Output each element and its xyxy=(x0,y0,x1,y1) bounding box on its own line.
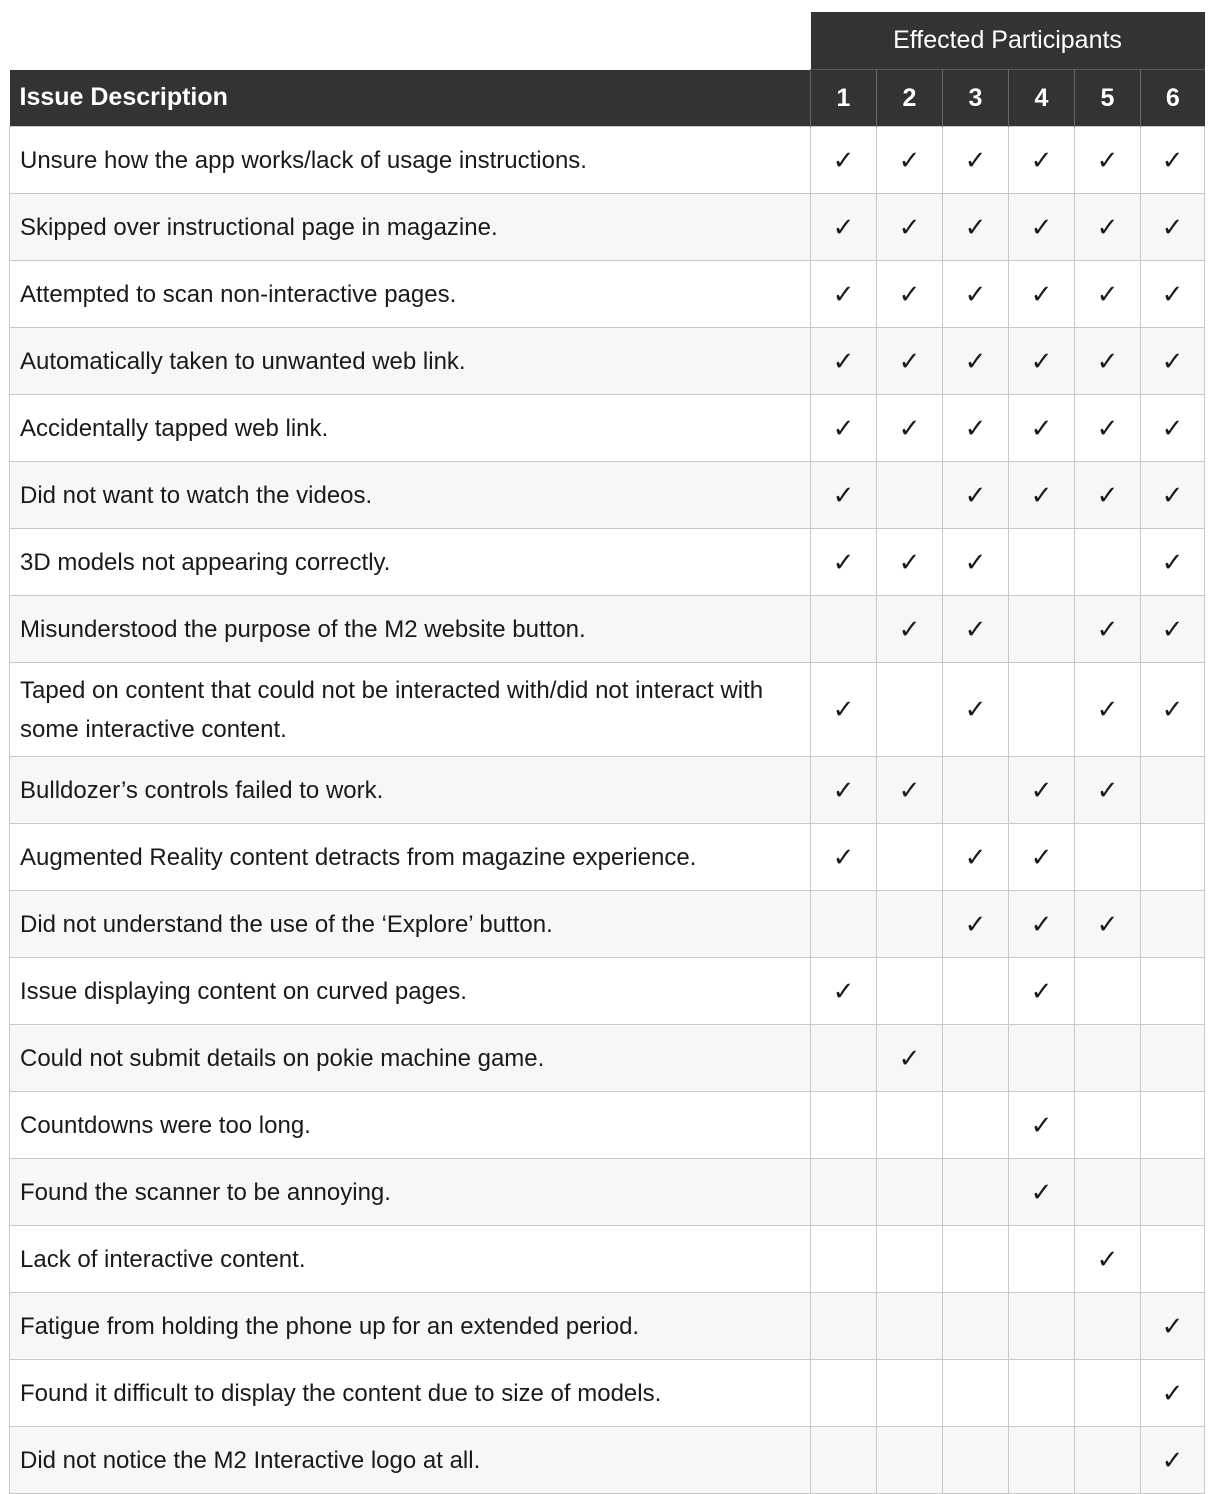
check-icon: ✓ xyxy=(1096,211,1119,242)
participant-2-cell xyxy=(877,127,943,194)
participant-6-cell xyxy=(1141,824,1205,891)
check-icon: ✓ xyxy=(1161,694,1184,724)
participant-3-cell xyxy=(943,1360,1009,1427)
participant-2-cell xyxy=(877,891,943,958)
participant-5-cell xyxy=(1075,529,1141,596)
participant-2-cell xyxy=(877,529,943,596)
check-icon: ✓ xyxy=(964,546,987,577)
table-row xyxy=(10,261,1205,328)
participant-2-cell xyxy=(877,663,943,757)
participant-5-cell xyxy=(1075,1159,1141,1226)
check-icon: ✓ xyxy=(898,412,921,443)
table-row xyxy=(10,757,1205,824)
participant-4-cell xyxy=(1009,1159,1075,1226)
check-icon: ✓ xyxy=(964,211,987,242)
participant-5-cell xyxy=(1075,596,1141,663)
check-icon: ✓ xyxy=(1030,412,1053,443)
participant-5-cell xyxy=(1075,757,1141,824)
check-icon: ✓ xyxy=(1161,211,1184,242)
table-row xyxy=(10,596,1205,663)
participant-5-cell xyxy=(1075,1025,1141,1092)
participant-4-cell xyxy=(1009,1360,1075,1427)
check-icon: ✓ xyxy=(1030,841,1053,872)
participant-1-cell xyxy=(811,1360,877,1427)
participant-4-cell xyxy=(1009,757,1075,824)
participant-header-2: 2 xyxy=(877,70,943,127)
issue-description: Issue displaying content on curved pages. xyxy=(10,958,811,1025)
participant-5-cell xyxy=(1075,663,1141,757)
participant-5-cell xyxy=(1075,462,1141,529)
check-icon: ✓ xyxy=(832,841,855,872)
participant-2-cell xyxy=(877,194,943,261)
participant-6-cell xyxy=(1141,1293,1205,1360)
check-icon: ✓ xyxy=(1096,412,1119,443)
check-icon: ✓ xyxy=(1161,546,1184,577)
participant-1-cell xyxy=(811,596,877,663)
participant-1-cell xyxy=(811,1226,877,1293)
table-row xyxy=(10,395,1205,462)
check-icon: ✓ xyxy=(964,694,987,724)
participant-1-cell xyxy=(811,891,877,958)
check-icon: ✓ xyxy=(1161,1310,1184,1341)
check-icon: ✓ xyxy=(898,144,921,175)
participant-4-cell xyxy=(1009,529,1075,596)
check-icon: ✓ xyxy=(1096,144,1119,175)
participant-3-cell xyxy=(943,1427,1009,1494)
participant-4-cell xyxy=(1009,824,1075,891)
check-icon: ✓ xyxy=(1030,278,1053,309)
check-icon: ✓ xyxy=(832,546,855,577)
participant-3-cell xyxy=(943,958,1009,1025)
check-icon: ✓ xyxy=(1161,345,1184,376)
table-row xyxy=(10,462,1205,529)
participant-5-cell xyxy=(1075,261,1141,328)
check-icon: ✓ xyxy=(1096,345,1119,376)
check-icon: ✓ xyxy=(964,345,987,376)
participant-3-cell xyxy=(943,529,1009,596)
table-row xyxy=(10,194,1205,261)
participant-6-cell xyxy=(1141,127,1205,194)
table-row xyxy=(10,958,1205,1025)
check-icon: ✓ xyxy=(1161,1377,1184,1408)
column-header-row xyxy=(10,70,1205,127)
participant-4-cell xyxy=(1009,261,1075,328)
check-icon: ✓ xyxy=(964,412,987,443)
participant-3-cell xyxy=(943,1092,1009,1159)
table-row xyxy=(10,529,1205,596)
participant-6-cell xyxy=(1141,529,1205,596)
check-icon: ✓ xyxy=(1030,345,1053,376)
issue-description: 3D models not appearing correctly. xyxy=(10,529,811,596)
issue-description-header: Issue Description xyxy=(10,70,811,127)
participant-1-cell xyxy=(811,757,877,824)
participant-5-cell xyxy=(1075,1092,1141,1159)
check-icon: ✓ xyxy=(898,546,921,577)
check-icon: ✓ xyxy=(832,479,855,510)
participant-3-cell xyxy=(943,194,1009,261)
participant-5-cell xyxy=(1075,1226,1141,1293)
participant-header-3: 3 xyxy=(943,70,1009,127)
participant-4-cell xyxy=(1009,395,1075,462)
participant-3-cell xyxy=(943,261,1009,328)
issue-description: Bulldozer’s controls failed to work. xyxy=(10,757,811,824)
participant-3-cell xyxy=(943,663,1009,757)
issue-description: Did not understand the use of the ‘Explore’ button. xyxy=(10,891,811,958)
issue-description: Found the scanner to be annoying. xyxy=(10,1159,811,1226)
table-row xyxy=(10,1159,1205,1226)
participant-1-cell xyxy=(811,1092,877,1159)
participant-5-cell xyxy=(1075,395,1141,462)
participant-6-cell xyxy=(1141,891,1205,958)
participant-4-cell xyxy=(1009,1092,1075,1159)
table-row xyxy=(10,328,1205,395)
participant-2-cell xyxy=(877,958,943,1025)
participant-2-cell xyxy=(877,261,943,328)
participant-2-cell xyxy=(877,1092,943,1159)
participant-5-cell xyxy=(1075,891,1141,958)
participant-1-cell xyxy=(811,395,877,462)
participant-5-cell xyxy=(1075,1293,1141,1360)
check-icon: ✓ xyxy=(1096,694,1119,724)
participant-2-cell xyxy=(877,757,943,824)
check-icon: ✓ xyxy=(898,613,921,644)
check-icon: ✓ xyxy=(1161,412,1184,443)
participant-5-cell xyxy=(1075,127,1141,194)
check-icon: ✓ xyxy=(898,211,921,242)
issue-description: Augmented Reality content detracts from magazine experience. xyxy=(10,824,811,891)
participant-5-cell xyxy=(1075,1360,1141,1427)
participant-6-cell xyxy=(1141,395,1205,462)
check-icon: ✓ xyxy=(832,975,855,1006)
participant-6-cell xyxy=(1141,1159,1205,1226)
issue-description: Could not submit details on pokie machine game. xyxy=(10,1025,811,1092)
participant-4-cell xyxy=(1009,328,1075,395)
check-icon: ✓ xyxy=(832,211,855,242)
participant-3-cell xyxy=(943,1025,1009,1092)
issue-description: Attempted to scan non-interactive pages. xyxy=(10,261,811,328)
participant-4-cell xyxy=(1009,891,1075,958)
participant-1-cell xyxy=(811,1159,877,1226)
participant-1-cell xyxy=(811,1427,877,1494)
participant-2-cell xyxy=(877,1159,943,1226)
participants-group-header: Effected Participants xyxy=(811,12,1205,70)
check-icon: ✓ xyxy=(1030,975,1053,1006)
participant-1-cell xyxy=(811,261,877,328)
participant-3-cell xyxy=(943,757,1009,824)
check-icon: ✓ xyxy=(1030,144,1053,175)
participant-3-cell xyxy=(943,1159,1009,1226)
participant-6-cell xyxy=(1141,1092,1205,1159)
participant-4-cell xyxy=(1009,1226,1075,1293)
participant-3-cell xyxy=(943,1293,1009,1360)
issue-description: Automatically taken to unwanted web link. xyxy=(10,328,811,395)
check-icon: ✓ xyxy=(1030,908,1053,939)
check-icon: ✓ xyxy=(1161,1444,1184,1475)
issue-description: Accidentally tapped web link. xyxy=(10,395,811,462)
participant-6-cell xyxy=(1141,328,1205,395)
participant-6-cell xyxy=(1141,462,1205,529)
table-row xyxy=(10,1092,1205,1159)
participant-2-cell xyxy=(877,1025,943,1092)
check-icon: ✓ xyxy=(1161,479,1184,510)
check-icon: ✓ xyxy=(964,278,987,309)
participant-2-cell xyxy=(877,824,943,891)
participant-6-cell xyxy=(1141,757,1205,824)
participant-2-cell xyxy=(877,596,943,663)
check-icon: ✓ xyxy=(832,694,855,724)
check-icon: ✓ xyxy=(832,278,855,309)
participant-1-cell xyxy=(811,663,877,757)
check-icon: ✓ xyxy=(1096,613,1119,644)
issue-description: Fatigue from holding the phone up for an extended period. xyxy=(10,1293,811,1360)
participant-4-cell xyxy=(1009,958,1075,1025)
table-row xyxy=(10,1293,1205,1360)
check-icon: ✓ xyxy=(832,144,855,175)
participant-5-cell xyxy=(1075,1427,1141,1494)
participant-1-cell xyxy=(811,529,877,596)
issue-description: Did not notice the M2 Interactive logo at all. xyxy=(10,1427,811,1494)
participant-6-cell xyxy=(1141,663,1205,757)
table-row xyxy=(10,1226,1205,1293)
check-icon: ✓ xyxy=(964,908,987,939)
participant-4-cell xyxy=(1009,1025,1075,1092)
check-icon: ✓ xyxy=(832,412,855,443)
check-icon: ✓ xyxy=(898,774,921,805)
check-icon: ✓ xyxy=(1096,479,1119,510)
issue-description: Lack of interactive content. xyxy=(10,1226,811,1293)
check-icon: ✓ xyxy=(1161,144,1184,175)
participant-3-cell xyxy=(943,891,1009,958)
participant-2-cell xyxy=(877,1427,943,1494)
participant-header-6: 6 xyxy=(1141,70,1205,127)
table-row xyxy=(10,1360,1205,1427)
issue-description: Did not want to watch the videos. xyxy=(10,462,811,529)
participant-1-cell xyxy=(811,824,877,891)
check-icon: ✓ xyxy=(1096,1243,1119,1274)
participant-3-cell xyxy=(943,395,1009,462)
header-spacer xyxy=(10,12,811,70)
participant-header-5: 5 xyxy=(1075,70,1141,127)
table-row xyxy=(10,127,1205,194)
check-icon: ✓ xyxy=(1030,479,1053,510)
participant-2-cell xyxy=(877,462,943,529)
table-row xyxy=(10,663,1205,757)
participant-5-cell xyxy=(1075,328,1141,395)
participant-header-1: 1 xyxy=(811,70,877,127)
participant-2-cell xyxy=(877,395,943,462)
participant-6-cell xyxy=(1141,1427,1205,1494)
check-icon: ✓ xyxy=(1161,613,1184,644)
issue-rows xyxy=(10,127,1205,1494)
participant-6-cell xyxy=(1141,1360,1205,1427)
participant-1-cell xyxy=(811,958,877,1025)
participant-3-cell xyxy=(943,127,1009,194)
participant-6-cell xyxy=(1141,261,1205,328)
participant-2-cell xyxy=(877,1293,943,1360)
participant-6-cell xyxy=(1141,596,1205,663)
participant-3-cell xyxy=(943,328,1009,395)
participant-1-cell xyxy=(811,1293,877,1360)
check-icon: ✓ xyxy=(1161,278,1184,309)
participant-4-cell xyxy=(1009,127,1075,194)
check-icon: ✓ xyxy=(898,1042,921,1073)
participant-4-cell xyxy=(1009,1427,1075,1494)
participant-3-cell xyxy=(943,824,1009,891)
participant-2-cell xyxy=(877,1226,943,1293)
check-icon: ✓ xyxy=(832,345,855,376)
participant-3-cell xyxy=(943,596,1009,663)
participant-4-cell xyxy=(1009,462,1075,529)
table-row xyxy=(10,891,1205,958)
check-icon: ✓ xyxy=(1096,908,1119,939)
participant-6-cell xyxy=(1141,194,1205,261)
check-icon: ✓ xyxy=(898,345,921,376)
participant-1-cell xyxy=(811,194,877,261)
participant-1-cell xyxy=(811,1025,877,1092)
participant-1-cell xyxy=(811,127,877,194)
table-row xyxy=(10,1025,1205,1092)
issue-description: Found it difficult to display the content due to size of models. xyxy=(10,1360,811,1427)
issue-description: Unsure how the app works/lack of usage instructions. xyxy=(10,127,811,194)
check-icon: ✓ xyxy=(898,278,921,309)
participant-3-cell xyxy=(943,462,1009,529)
participant-4-cell xyxy=(1009,194,1075,261)
check-icon: ✓ xyxy=(964,613,987,644)
issue-description: Misunderstood the purpose of the M2 website button. xyxy=(10,596,811,663)
participant-2-cell xyxy=(877,328,943,395)
participant-5-cell xyxy=(1075,824,1141,891)
check-icon: ✓ xyxy=(1030,774,1053,805)
check-icon: ✓ xyxy=(1096,278,1119,309)
check-icon: ✓ xyxy=(964,841,987,872)
issue-description: Countdowns were too long. xyxy=(10,1092,811,1159)
participant-5-cell xyxy=(1075,194,1141,261)
issues-table xyxy=(9,12,1205,1494)
participant-1-cell xyxy=(811,462,877,529)
check-icon: ✓ xyxy=(1030,211,1053,242)
check-icon: ✓ xyxy=(1096,774,1119,805)
issue-description: Taped on content that could not be interacted with/did not interact with some interactive content. xyxy=(10,663,811,757)
participant-header-4: 4 xyxy=(1009,70,1075,127)
group-header-row xyxy=(10,12,1205,70)
participant-2-cell xyxy=(877,1360,943,1427)
participant-3-cell xyxy=(943,1226,1009,1293)
participant-6-cell xyxy=(1141,1025,1205,1092)
check-icon: ✓ xyxy=(832,774,855,805)
participant-5-cell xyxy=(1075,958,1141,1025)
participant-1-cell xyxy=(811,328,877,395)
participant-6-cell xyxy=(1141,958,1205,1025)
check-icon: ✓ xyxy=(1030,1109,1053,1140)
issue-description: Skipped over instructional page in magazine. xyxy=(10,194,811,261)
check-icon: ✓ xyxy=(964,144,987,175)
participant-4-cell xyxy=(1009,1293,1075,1360)
participant-6-cell xyxy=(1141,1226,1205,1293)
table-row xyxy=(10,824,1205,891)
check-icon: ✓ xyxy=(964,479,987,510)
table-row xyxy=(10,1427,1205,1494)
participant-4-cell xyxy=(1009,663,1075,757)
participant-4-cell xyxy=(1009,596,1075,663)
check-icon: ✓ xyxy=(1030,1176,1053,1207)
